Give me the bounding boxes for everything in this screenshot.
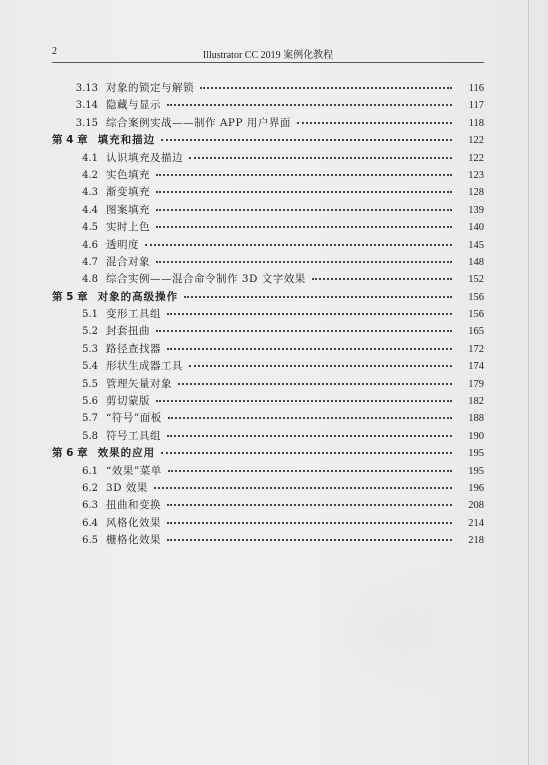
entry-number: 4.2	[82, 169, 98, 181]
entry-title: 隐藏与显示	[106, 99, 161, 112]
entry-number: 4.4	[82, 204, 98, 216]
dot-leader	[156, 225, 452, 228]
entry-number: 6.2	[82, 482, 98, 494]
entry-page-number: 218	[468, 535, 484, 547]
entry-title: 变形工具组	[106, 308, 161, 321]
entry-title: “效果”菜单	[106, 464, 162, 477]
entry-number: 3.15	[75, 117, 98, 129]
toc-section-entry	[52, 219, 484, 236]
toc-section-entry	[52, 80, 484, 97]
entry-page-number: 172	[468, 343, 484, 355]
entry-page-number: 208	[468, 500, 484, 512]
dot-leader	[167, 538, 452, 541]
dot-leader	[156, 329, 452, 332]
entry-page-number: 179	[468, 378, 484, 390]
entry-title: 认识填充及描边	[106, 151, 183, 164]
entry-number: 6.3	[82, 500, 98, 512]
toc-section-entry	[52, 237, 484, 254]
toc-chapter-entry	[52, 289, 484, 306]
entry-page-number: 117	[468, 100, 484, 112]
dot-leader	[297, 121, 452, 124]
toc-section-entry	[52, 271, 484, 288]
entry-number: 5.8	[82, 430, 98, 442]
entry-title: 填充和描边	[97, 134, 156, 147]
entry-page-number: 214	[468, 517, 484, 529]
dot-leader	[168, 416, 452, 419]
entry-number: 5.7	[82, 413, 98, 425]
toc-section-entry	[52, 323, 484, 340]
entry-number: 5.1	[82, 309, 98, 321]
dot-leader	[167, 347, 452, 350]
dot-leader	[156, 260, 452, 263]
entry-title: 透明度	[106, 238, 139, 251]
entry-number: 4.8	[82, 274, 98, 286]
entry-page-number: 195	[468, 448, 484, 460]
entry-page-number: 156	[468, 309, 484, 321]
entry-title: 风格化效果	[106, 516, 161, 529]
entry-title: 效果的应用	[97, 447, 156, 460]
toc-section-entry	[52, 97, 484, 114]
entry-page-number: 116	[468, 83, 484, 94]
dot-leader	[189, 156, 452, 159]
dot-leader	[312, 277, 452, 280]
page-number: 2	[52, 46, 57, 57]
entry-number: 5.4	[82, 361, 98, 373]
entry-page-number: 139	[468, 204, 484, 216]
dot-leader	[184, 295, 452, 298]
dot-leader	[154, 486, 452, 489]
entry-page-number: 188	[468, 413, 484, 425]
toc-section-entry	[52, 341, 484, 358]
entry-number: 第 5 章	[52, 290, 88, 303]
entry-title: 图案填充	[106, 203, 150, 216]
dot-leader	[167, 312, 452, 315]
toc-section-entry	[52, 254, 484, 271]
entry-title: “符号”面板	[106, 412, 162, 425]
toc-section-entry	[52, 532, 484, 549]
entry-page-number: 152	[468, 274, 484, 286]
toc-section-entry	[52, 202, 484, 219]
entry-title: 实色填充	[106, 168, 150, 181]
toc-section-entry	[52, 515, 484, 532]
entry-number: 3.14	[75, 100, 98, 112]
entry-page-number: 156	[468, 291, 484, 303]
dot-leader	[145, 243, 452, 246]
toc-section-entry	[52, 376, 484, 393]
dot-leader	[156, 190, 452, 193]
entry-title: 符号工具组	[106, 429, 161, 442]
entry-number: 4.1	[82, 152, 98, 164]
entry-title: 对象的高级操作	[97, 290, 179, 303]
entry-number: 4.7	[82, 256, 98, 268]
show-through-smudge	[330, 570, 450, 690]
entry-title: 路径查找器	[106, 342, 161, 355]
entry-page-number: 165	[468, 326, 484, 338]
entry-title: 形状生成器工具	[106, 360, 183, 373]
entry-number: 4.6	[82, 239, 98, 251]
toc-section-entry	[52, 393, 484, 410]
dot-leader	[189, 364, 452, 367]
entry-title: 3D 效果	[106, 481, 148, 494]
dot-leader	[178, 382, 452, 385]
entry-number: 6.5	[82, 535, 98, 547]
entry-page-number: 182	[468, 396, 484, 408]
dot-leader	[200, 86, 452, 89]
entry-number: 5.2	[82, 326, 98, 338]
entry-page-number: 140	[468, 222, 484, 234]
toc-section-entry	[52, 167, 484, 184]
toc-section-entry	[52, 410, 484, 427]
entry-number: 6.4	[82, 517, 98, 529]
toc-section-entry	[52, 428, 484, 445]
dot-leader	[167, 521, 452, 524]
entry-page-number: 145	[468, 239, 484, 251]
entry-title: 渐变填充	[106, 186, 150, 199]
toc-section-entry	[52, 463, 484, 480]
dot-leader	[156, 208, 452, 211]
entry-number: 4.3	[82, 187, 98, 199]
entry-page-number: 122	[468, 135, 484, 147]
entry-title: 剪切蒙版	[106, 395, 150, 408]
entry-number: 第 4 章	[52, 134, 88, 147]
running-header	[52, 44, 484, 63]
entry-title: 综合案例实战——制作 APP 用户界面	[106, 116, 291, 129]
entry-page-number: 123	[468, 169, 484, 181]
toc-section-entry	[52, 150, 484, 167]
dot-leader	[168, 469, 452, 472]
dot-leader	[161, 451, 452, 454]
entry-page-number: 128	[468, 187, 484, 199]
book-title: Illustrator CC 2019 案例化教程	[202, 50, 334, 61]
toc-section-entry	[52, 184, 484, 201]
entry-title: 实时上色	[106, 221, 150, 234]
dot-leader	[156, 399, 452, 402]
dot-leader	[167, 103, 452, 106]
toc-chapter-entry	[52, 445, 484, 462]
entry-title: 管理矢量对象	[106, 377, 172, 390]
dot-leader	[161, 138, 452, 141]
entry-number: 5.5	[82, 378, 98, 390]
toc-section-entry	[52, 358, 484, 375]
entry-page-number: 195	[468, 465, 484, 477]
entry-title: 对象的锁定与解锁	[106, 82, 194, 94]
toc-section-entry	[52, 306, 484, 323]
entry-title: 混合对象	[106, 255, 150, 268]
toc-section-entry	[52, 115, 484, 132]
toc-chapter-entry	[52, 132, 484, 149]
entry-title: 扭曲和变换	[106, 499, 161, 512]
entry-number: 3.13	[75, 83, 98, 94]
entry-page-number: 174	[468, 361, 484, 373]
dot-leader	[156, 173, 452, 176]
entry-title: 综合实例——混合命令制作 3D 文字效果	[106, 273, 306, 286]
entry-page-number: 148	[468, 256, 484, 268]
entry-page-number: 190	[468, 430, 484, 442]
toc-section-entry	[52, 480, 484, 497]
dot-leader	[167, 503, 452, 506]
entry-title: 封套扭曲	[106, 325, 150, 338]
entry-page-number: 122	[468, 152, 484, 164]
entry-title: 栅格化效果	[106, 534, 161, 547]
dot-leader	[167, 434, 452, 437]
entry-number: 4.5	[82, 222, 98, 234]
table-of-contents	[52, 80, 484, 550]
entry-page-number: 196	[468, 482, 484, 494]
page-edge-divider	[528, 0, 529, 765]
toc-section-entry	[52, 497, 484, 514]
entry-page-number: 118	[468, 117, 484, 129]
entry-number: 5.6	[82, 396, 98, 408]
entry-number: 6.1	[82, 465, 98, 477]
entry-number: 第 6 章	[52, 447, 88, 460]
entry-number: 5.3	[82, 343, 98, 355]
